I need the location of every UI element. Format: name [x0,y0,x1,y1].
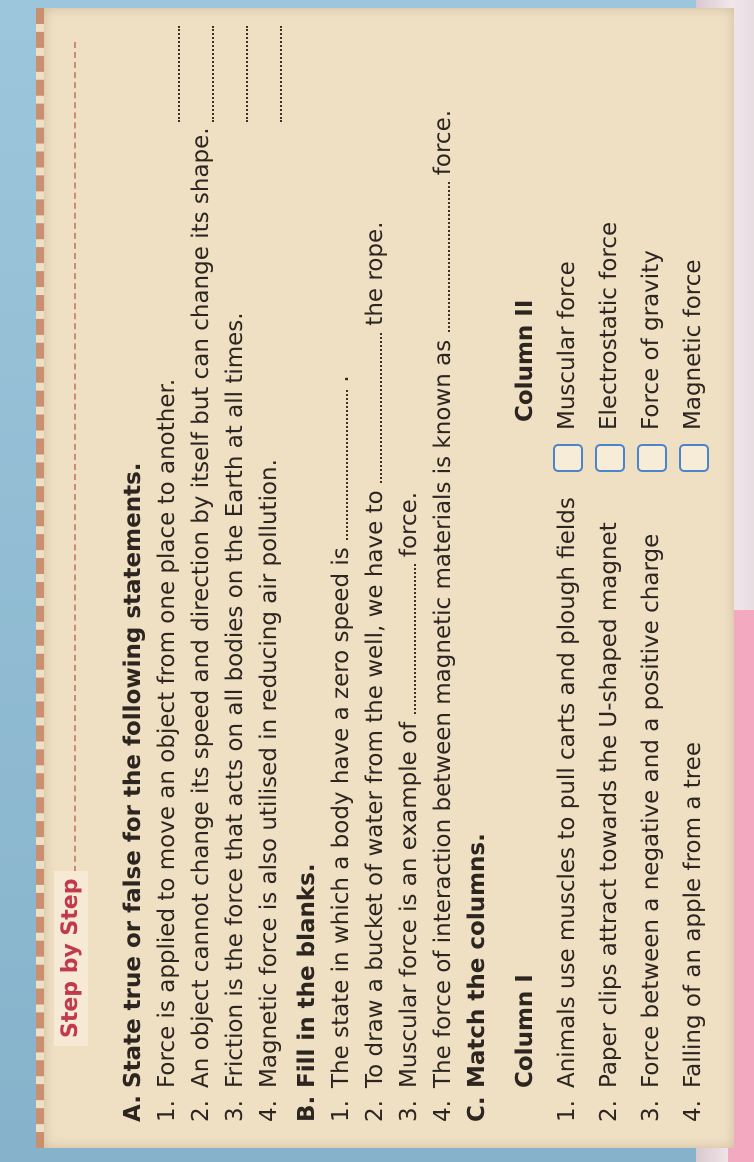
item-number: 4. [680,1100,706,1122]
item-text: An object cannot change its speed and direction by itself but can change its shape. [188,127,214,1088]
match-row [634,534,668,1122]
section-letter: C. [464,1096,490,1122]
worksheet-content [54,22,724,1122]
fill-blank-item [324,375,358,1122]
match-answer-box[interactable] [637,444,667,472]
section-title: Fill in the blanks. [294,863,320,1088]
match-answer-box[interactable] [553,444,583,472]
match-option [550,261,584,472]
item-number: 1. [328,1100,354,1122]
section-title: Match the columns. [464,833,490,1088]
column-1-item: Animals use muscles to pull carts and plough fields [554,497,580,1088]
column-2-item: Magnetic force [680,259,706,430]
column-2-heading: Column II [512,299,538,422]
item-number: 3. [222,1100,248,1122]
item-number: 2. [188,1100,214,1122]
answer-line[interactable] [212,26,214,122]
section-letter: A. [120,1095,146,1122]
section-letter: B. [294,1095,320,1122]
item-number: 3. [638,1100,664,1122]
column-1-item: Paper clips attract towards the U-shaped magnet [596,522,622,1088]
item-text-before: Muscular force is an example of [396,721,422,1088]
item-number: 4. [256,1100,282,1122]
column-1-item: Falling of an apple from a tree [680,742,706,1088]
column-2-item: Force of gravity [638,250,664,430]
worksheet-card [36,8,734,1148]
true-false-item [184,127,218,1122]
item-number: 2. [596,1100,622,1122]
match-row [676,742,710,1122]
section-c-heading [460,833,494,1122]
section-title: State true or false for the following statements. [120,462,146,1088]
true-false-item [252,459,286,1122]
fill-blank-item [358,222,392,1122]
section-b-heading [290,863,324,1122]
item-number: 1. [154,1100,180,1122]
match-answer-box[interactable] [679,444,709,472]
fill-blank-item [392,492,426,1122]
item-number: 1. [554,1100,580,1122]
item-text-after: the rope. [362,221,388,326]
item-number: 4. [430,1100,456,1122]
match-answer-box[interactable] [595,444,625,472]
item-number: 2. [362,1100,388,1122]
item-text: Magnetic force is also utilised in reducing air pollution. [256,459,282,1088]
item-text-before: The state in which a body have a zero speed is [328,547,354,1088]
section-a-heading [116,462,150,1122]
blank-field[interactable] [358,333,382,483]
item-text-before: To draw a bucket of water from the well, we have to [362,490,388,1088]
blank-field[interactable] [426,183,450,333]
column-2-item: Muscular force [554,261,580,430]
page-title: Step by Step [54,871,88,1046]
match-option [634,250,668,472]
item-number: 3. [396,1100,422,1122]
blank-field[interactable] [324,390,348,540]
true-false-item [218,312,252,1122]
title-divider [74,42,76,912]
item-text: Friction is the force that acts on all bodies on the Earth at all times. [222,312,248,1088]
match-option [592,222,626,472]
answer-line[interactable] [246,26,248,122]
answer-line[interactable] [178,26,180,122]
item-text-before: The force of interaction between magnetic materials is known as [430,339,456,1088]
match-row [592,522,626,1122]
match-option [676,259,710,472]
item-text-after: . [328,375,354,383]
answer-line[interactable] [280,26,282,122]
fill-blank-item [426,110,460,1122]
column-1-item: Force between a negative and a positive charge [638,533,664,1088]
column-1-heading: Column I [512,974,538,1088]
item-text-after: force. [396,491,422,558]
column-2-item: Electrostatic force [596,221,622,430]
item-text: Force is applied to move an object from one place to another. [154,378,180,1088]
match-row [550,497,584,1122]
blank-field[interactable] [392,564,416,714]
item-text-after: force. [430,109,456,176]
true-false-item [150,379,184,1122]
